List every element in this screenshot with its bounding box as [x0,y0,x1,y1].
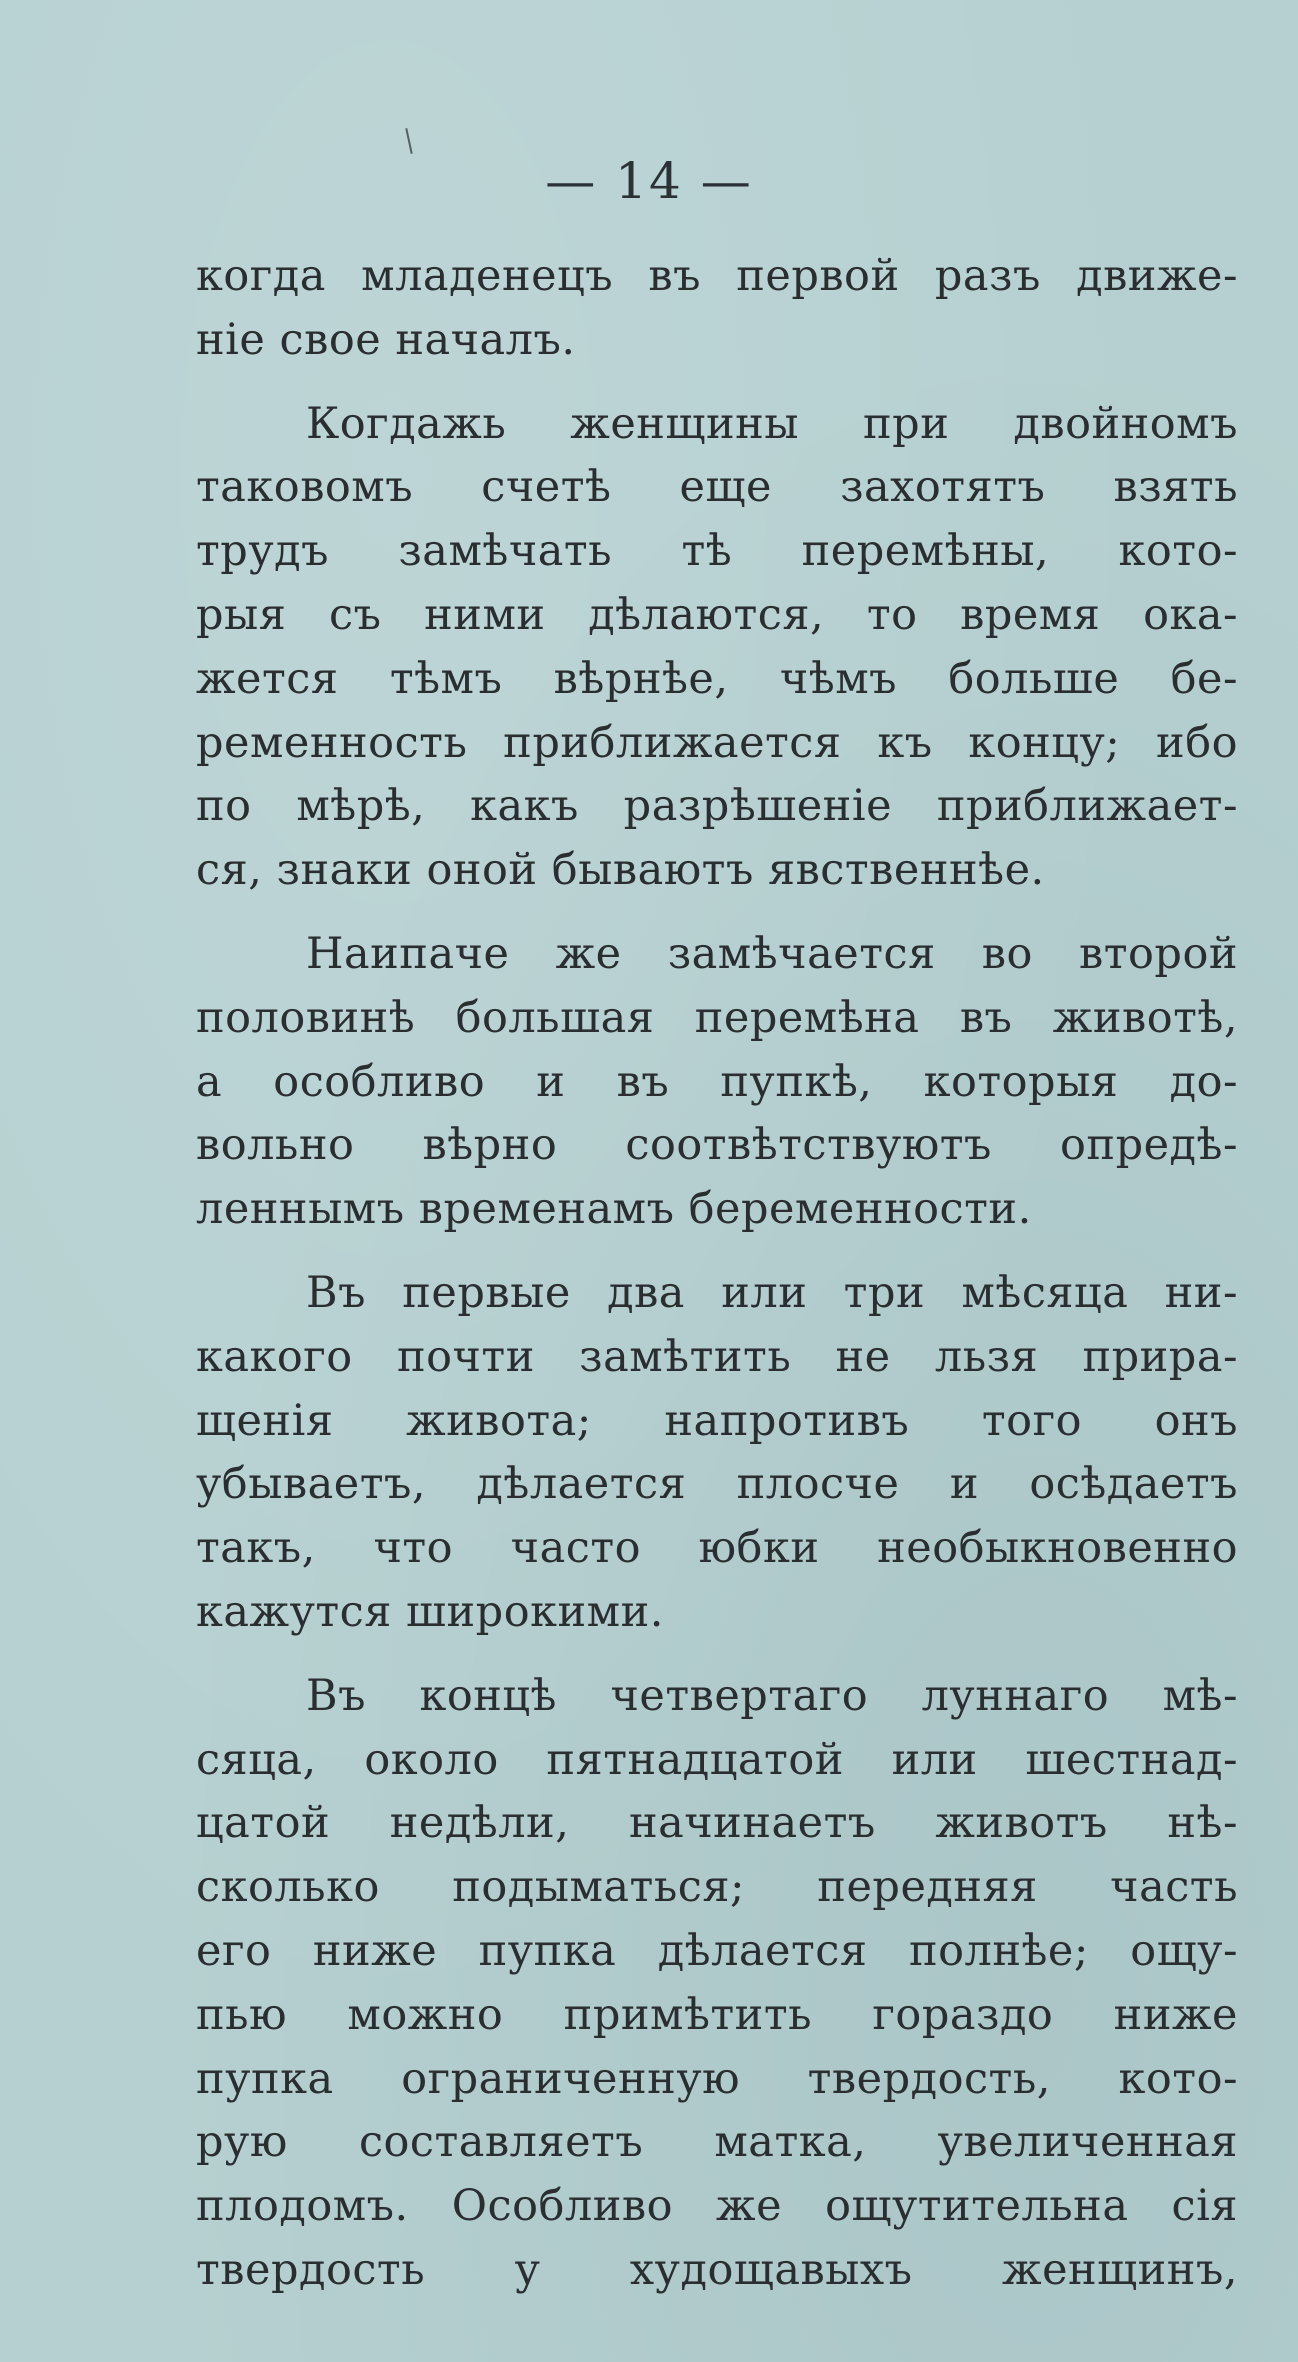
text-line: Въ концѣ четвертаго луннаго мѣ- [306,1670,1238,1721]
text-line: Наипаче же замѣчается во второй [306,928,1238,979]
text-line: сяца, около пятнадцатой или шестнад- [196,1734,1238,1785]
text-line: щенія живота; напротивъ того онъ [196,1395,1238,1446]
text-line: пупка ограниченную твердость, кото- [196,2053,1238,2104]
text-line: Въ первые два или три мѣсяца ни- [306,1267,1238,1318]
text-line: по мѣрѣ, какъ разрѣшеніе приближает- [196,781,1238,832]
text-line: сколько подыматься; передняя часть [196,1862,1238,1913]
text-line: цатой недѣли, начинаетъ животъ нѣ- [196,1798,1238,1849]
text-line: вольно вѣрно соотвѣтствуютъ опредѣ- [196,1120,1238,1171]
text-line: твердость у худощавыхъ женщинъ, [196,2244,1238,2295]
text-line: рую составляетъ матка, увеличенная [196,2117,1238,2168]
text-line: когда младенецъ въ первой разъ движе- [196,251,1238,301]
text-line: Когдажь женщины при двойномъ [306,398,1238,449]
text-line: убываетъ, дѣлается плосче и осѣдаетъ [196,1459,1238,1510]
text-line: ніе свое началъ. [196,314,576,365]
text-line: ся, знаки оной бываютъ явственнѣе. [196,845,1045,896]
text-line: половинѣ большая перемѣна въ животѣ, [196,992,1238,1043]
text-line: его ниже пупка дѣлается полнѣе; ощу- [196,1925,1238,1976]
text-line: трудъ замѣчать тѣ перемѣны, кото- [196,526,1238,577]
text-line: а особливо и въ пупкѣ, которыя до- [196,1056,1238,1107]
text-line: леннымъ временамъ беременности. [196,1184,1032,1235]
text-line: пью можно примѣтить гораздо ниже [196,1989,1238,2040]
text-line: рыя съ ними дѣлаются, то время ока- [196,589,1238,640]
page-number: — 14 — [545,152,753,210]
text-line: таковомъ счетѣ еще захотятъ взять [196,462,1238,513]
ink-mark [405,128,412,154]
text-line: какого почти замѣтить не льзя прира- [196,1331,1238,1382]
text-line: ременность приближается къ концу; ибо [196,717,1238,768]
body-text [196,245,1238,2303]
text-line: плодомъ. Особливо же ощутительна сія [196,2181,1238,2232]
text-line: жется тѣмъ вѣрнѣе, чѣмъ больше бе- [196,653,1238,704]
text-line: такъ, что часто юбки необыкновенно [196,1523,1238,1574]
text-line: кажутся широкими. [196,1586,664,1637]
